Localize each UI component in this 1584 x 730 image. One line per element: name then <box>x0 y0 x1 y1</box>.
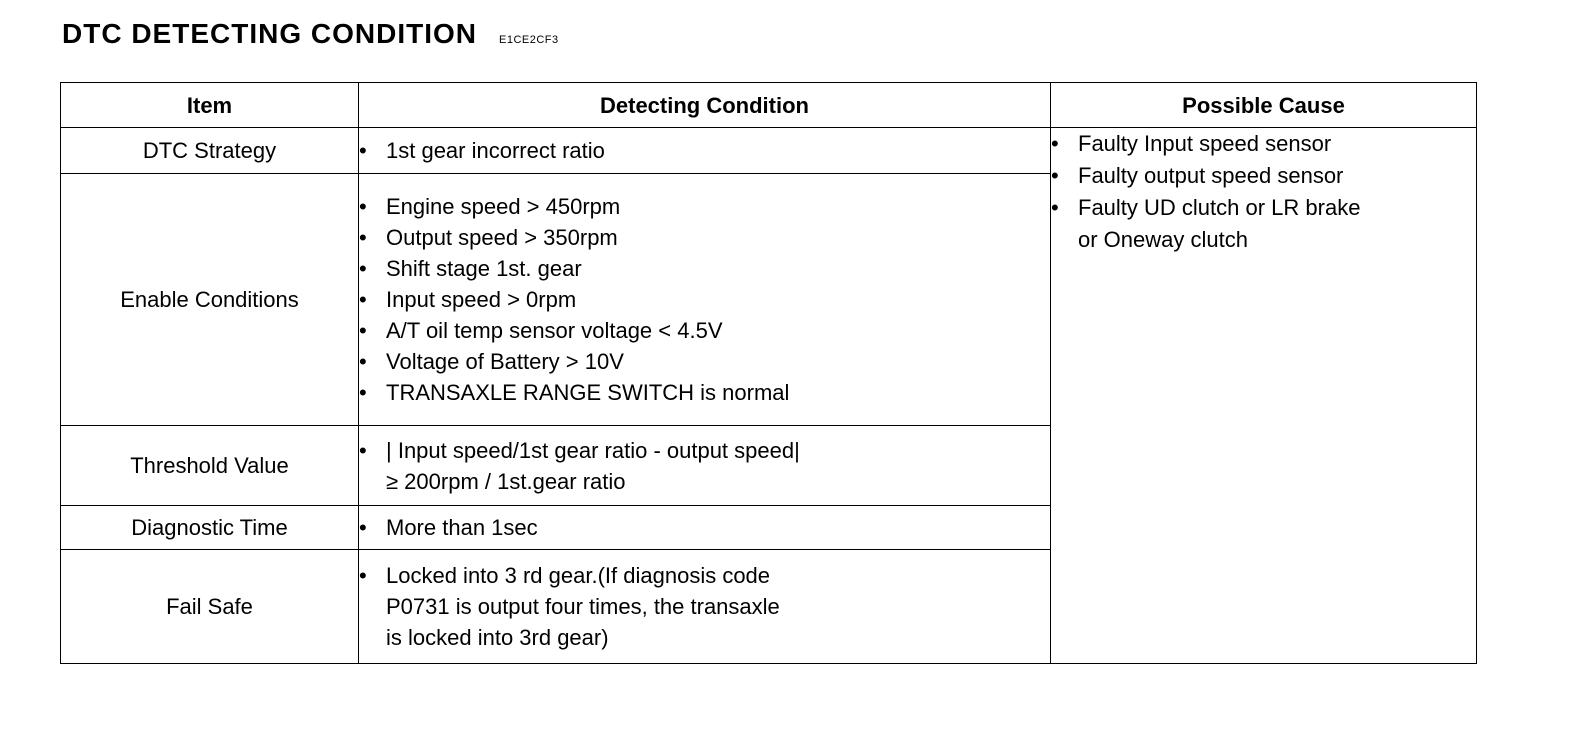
condition-bullet: • Output speed > 350rpm <box>359 222 1050 253</box>
condition-line: is locked into 3rd gear) <box>386 625 609 650</box>
item-diagnostic-time: Diagnostic Time <box>61 506 359 550</box>
condition-line: • Locked into 3 rd gear.(If diagnosis code <box>386 563 771 588</box>
condition-bullet: • A/T oil temp sensor voltage < 4.5V <box>359 315 1050 346</box>
cause-line: or Oneway clutch <box>1078 227 1248 252</box>
condition-line: P0731 is output four times, the transaxle <box>386 594 780 619</box>
condition-diagnostic-time <box>359 506 1051 550</box>
condition-bullet: • TRANSAXLE RANGE SWITCH is normal <box>359 377 1050 408</box>
header-item: Item <box>61 83 359 128</box>
condition-bullet <box>359 435 1050 497</box>
cause-bullet: • Faulty Input speed sensor <box>1051 128 1476 160</box>
condition-bullet: • Engine speed > 450rpm <box>359 191 1050 222</box>
condition-bullet: • More than 1sec <box>359 512 1050 543</box>
table-row-dtc-strategy <box>61 128 1477 174</box>
page-heading <box>62 18 559 50</box>
page-title: DTC DETECTING CONDITION <box>62 18 477 49</box>
item-dtc-strategy: DTC Strategy <box>61 128 359 174</box>
condition-bullet: • Input speed > 0rpm <box>359 284 1050 315</box>
condition-fail-safe <box>359 550 1051 664</box>
cause-bullet: • Faulty output speed sensor <box>1051 160 1476 192</box>
condition-bullet <box>359 560 1050 653</box>
item-enable-conditions: Enable Conditions <box>61 174 359 426</box>
condition-bullet: • Shift stage 1st. gear <box>359 253 1050 284</box>
condition-enable-conditions <box>359 174 1051 426</box>
condition-dtc-strategy <box>359 128 1051 174</box>
condition-bullet: • Voltage of Battery > 10V <box>359 346 1050 377</box>
possible-cause-cell <box>1051 128 1477 664</box>
item-fail-safe: Fail Safe <box>61 550 359 664</box>
dtc-condition-table <box>60 82 1477 664</box>
cause-line: • Faulty UD clutch or LR brake <box>1078 195 1361 220</box>
document-code: E1CE2CF3 <box>499 34 559 46</box>
header-detecting-condition: Detecting Condition <box>359 83 1051 128</box>
condition-line: ≥ 200rpm / 1st.gear ratio <box>386 468 626 494</box>
header-possible-cause: Possible Cause <box>1051 83 1477 128</box>
cause-bullet <box>1051 192 1476 256</box>
item-threshold-value: Threshold Value <box>61 426 359 506</box>
condition-threshold-value <box>359 426 1051 506</box>
condition-line: • | Input speed/1st gear ratio - output speed| <box>386 437 800 463</box>
condition-bullet: • 1st gear incorrect ratio <box>359 135 1050 166</box>
table-header-row <box>61 83 1477 128</box>
